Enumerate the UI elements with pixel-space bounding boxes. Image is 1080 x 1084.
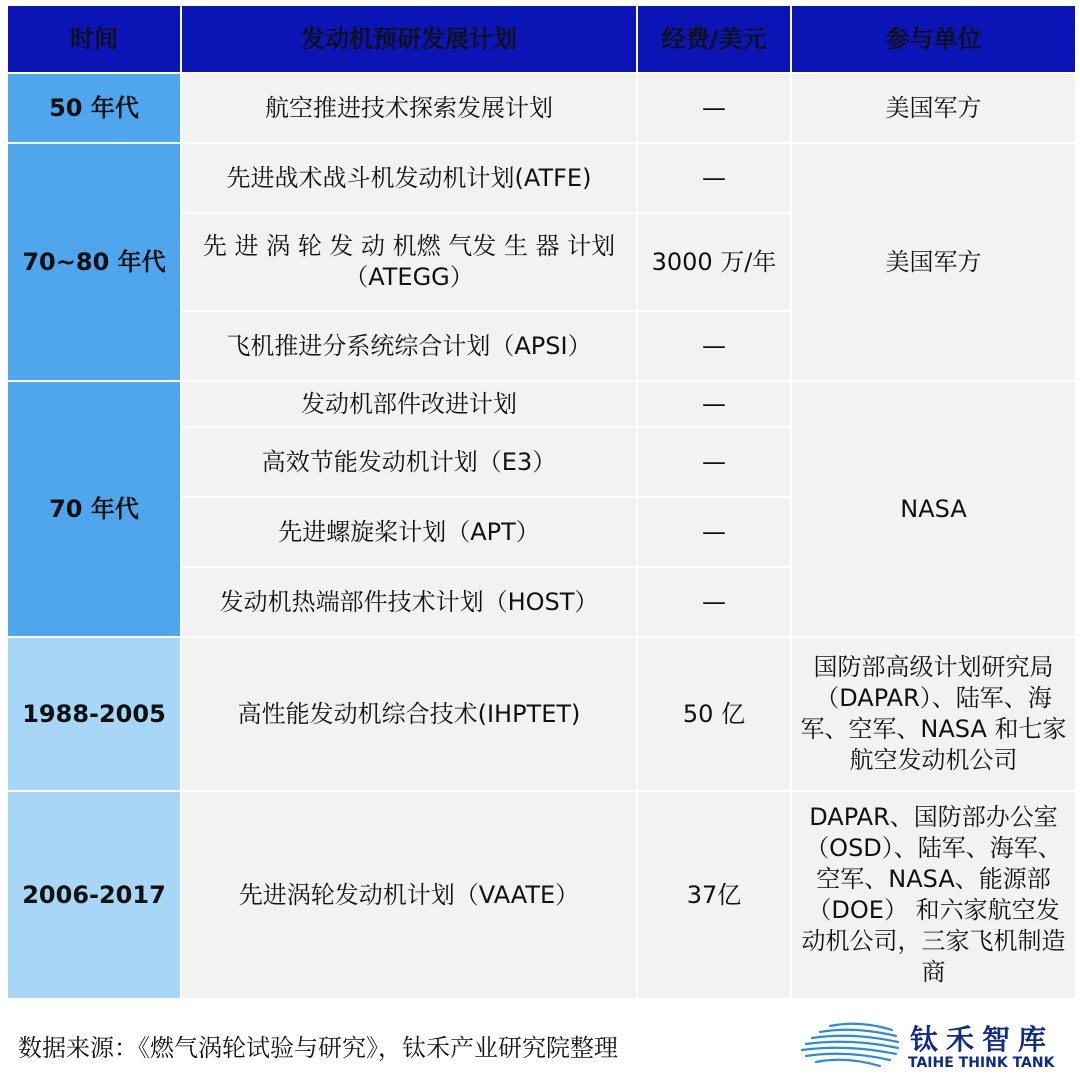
header-program: 发动机预研发展计划 [182,6,636,72]
funding-cell: — [638,74,790,142]
program-table [6,4,1077,1000]
era-cell: 70 年代 [8,382,180,636]
program-cell: 高效节能发动机计划（E3） [182,428,636,496]
brand-name-cn: 钛禾智库 [910,1023,1055,1056]
brand-logo [800,1016,1070,1078]
funding-cell: 37亿 [638,792,790,998]
funding-cell: — [638,498,790,566]
program-cell: 先 进 涡 轮 发 动 机燃 气发 生 器 计划（ATEGG） [182,214,636,310]
header-participants: 参与单位 [792,6,1075,72]
source-note: 数据来源：《燃气涡轮试验与研究》，钛禾产业研究院整理 [18,1034,618,1062]
table-row [8,144,1075,212]
participants-cell: NASA [792,382,1075,636]
table-row [8,74,1075,142]
header-funding: 经费/美元 [638,6,790,72]
table-row [8,382,1075,426]
footer [0,1006,1080,1084]
era-cell: 1988-2005 [8,638,180,790]
funding-cell: 50 亿 [638,638,790,790]
funding-cell: — [638,568,790,636]
brand-name-en: TAIHE THINK TANK [908,1055,1055,1071]
funding-cell: — [638,144,790,212]
participants-cell: 国防部高级计划研究局（DAPAR）、陆军、海军、空军、NASA 和七家航空发动机公司 [792,638,1075,790]
program-cell: 飞机推进分系统综合计划（APSI） [182,312,636,380]
header-row [8,6,1075,72]
program-table-container [6,4,1075,1006]
funding-cell: — [638,312,790,380]
era-cell: 70~80 年代 [8,144,180,380]
participants-cell: 美国军方 [792,144,1075,380]
program-cell: 先进战术战斗机发动机计划(ATFE) [182,144,636,212]
funding-cell: — [638,428,790,496]
program-cell: 高性能发动机综合技术(IHPTET) [182,638,636,790]
participants-cell: 美国军方 [792,74,1075,142]
participants-cell: DAPAR、国防部办公室（OSD）、陆军、海军、空军、NASA、能源部（DOE） 和六家航空发动机公司，三家飞机制造商 [792,792,1075,998]
program-cell: 发动机热端部件技术计划（HOST） [182,568,636,636]
era-cell: 50 年代 [8,74,180,142]
era-cell: 2006-2017 [8,792,180,998]
program-cell: 发动机部件改进计划 [182,382,636,426]
funding-cell: — [638,382,790,426]
program-cell: 先进螺旋桨计划（APT） [182,498,636,566]
program-cell: 先进涡轮发动机计划（VAATE） [182,792,636,998]
table-row [8,638,1075,790]
program-cell: 航空推进技术探索发展计划 [182,74,636,142]
funding-cell: 3000 万/年 [638,214,790,310]
table-row [8,792,1075,998]
wave-logo-icon [800,1022,900,1068]
header-time: 时间 [8,6,180,72]
